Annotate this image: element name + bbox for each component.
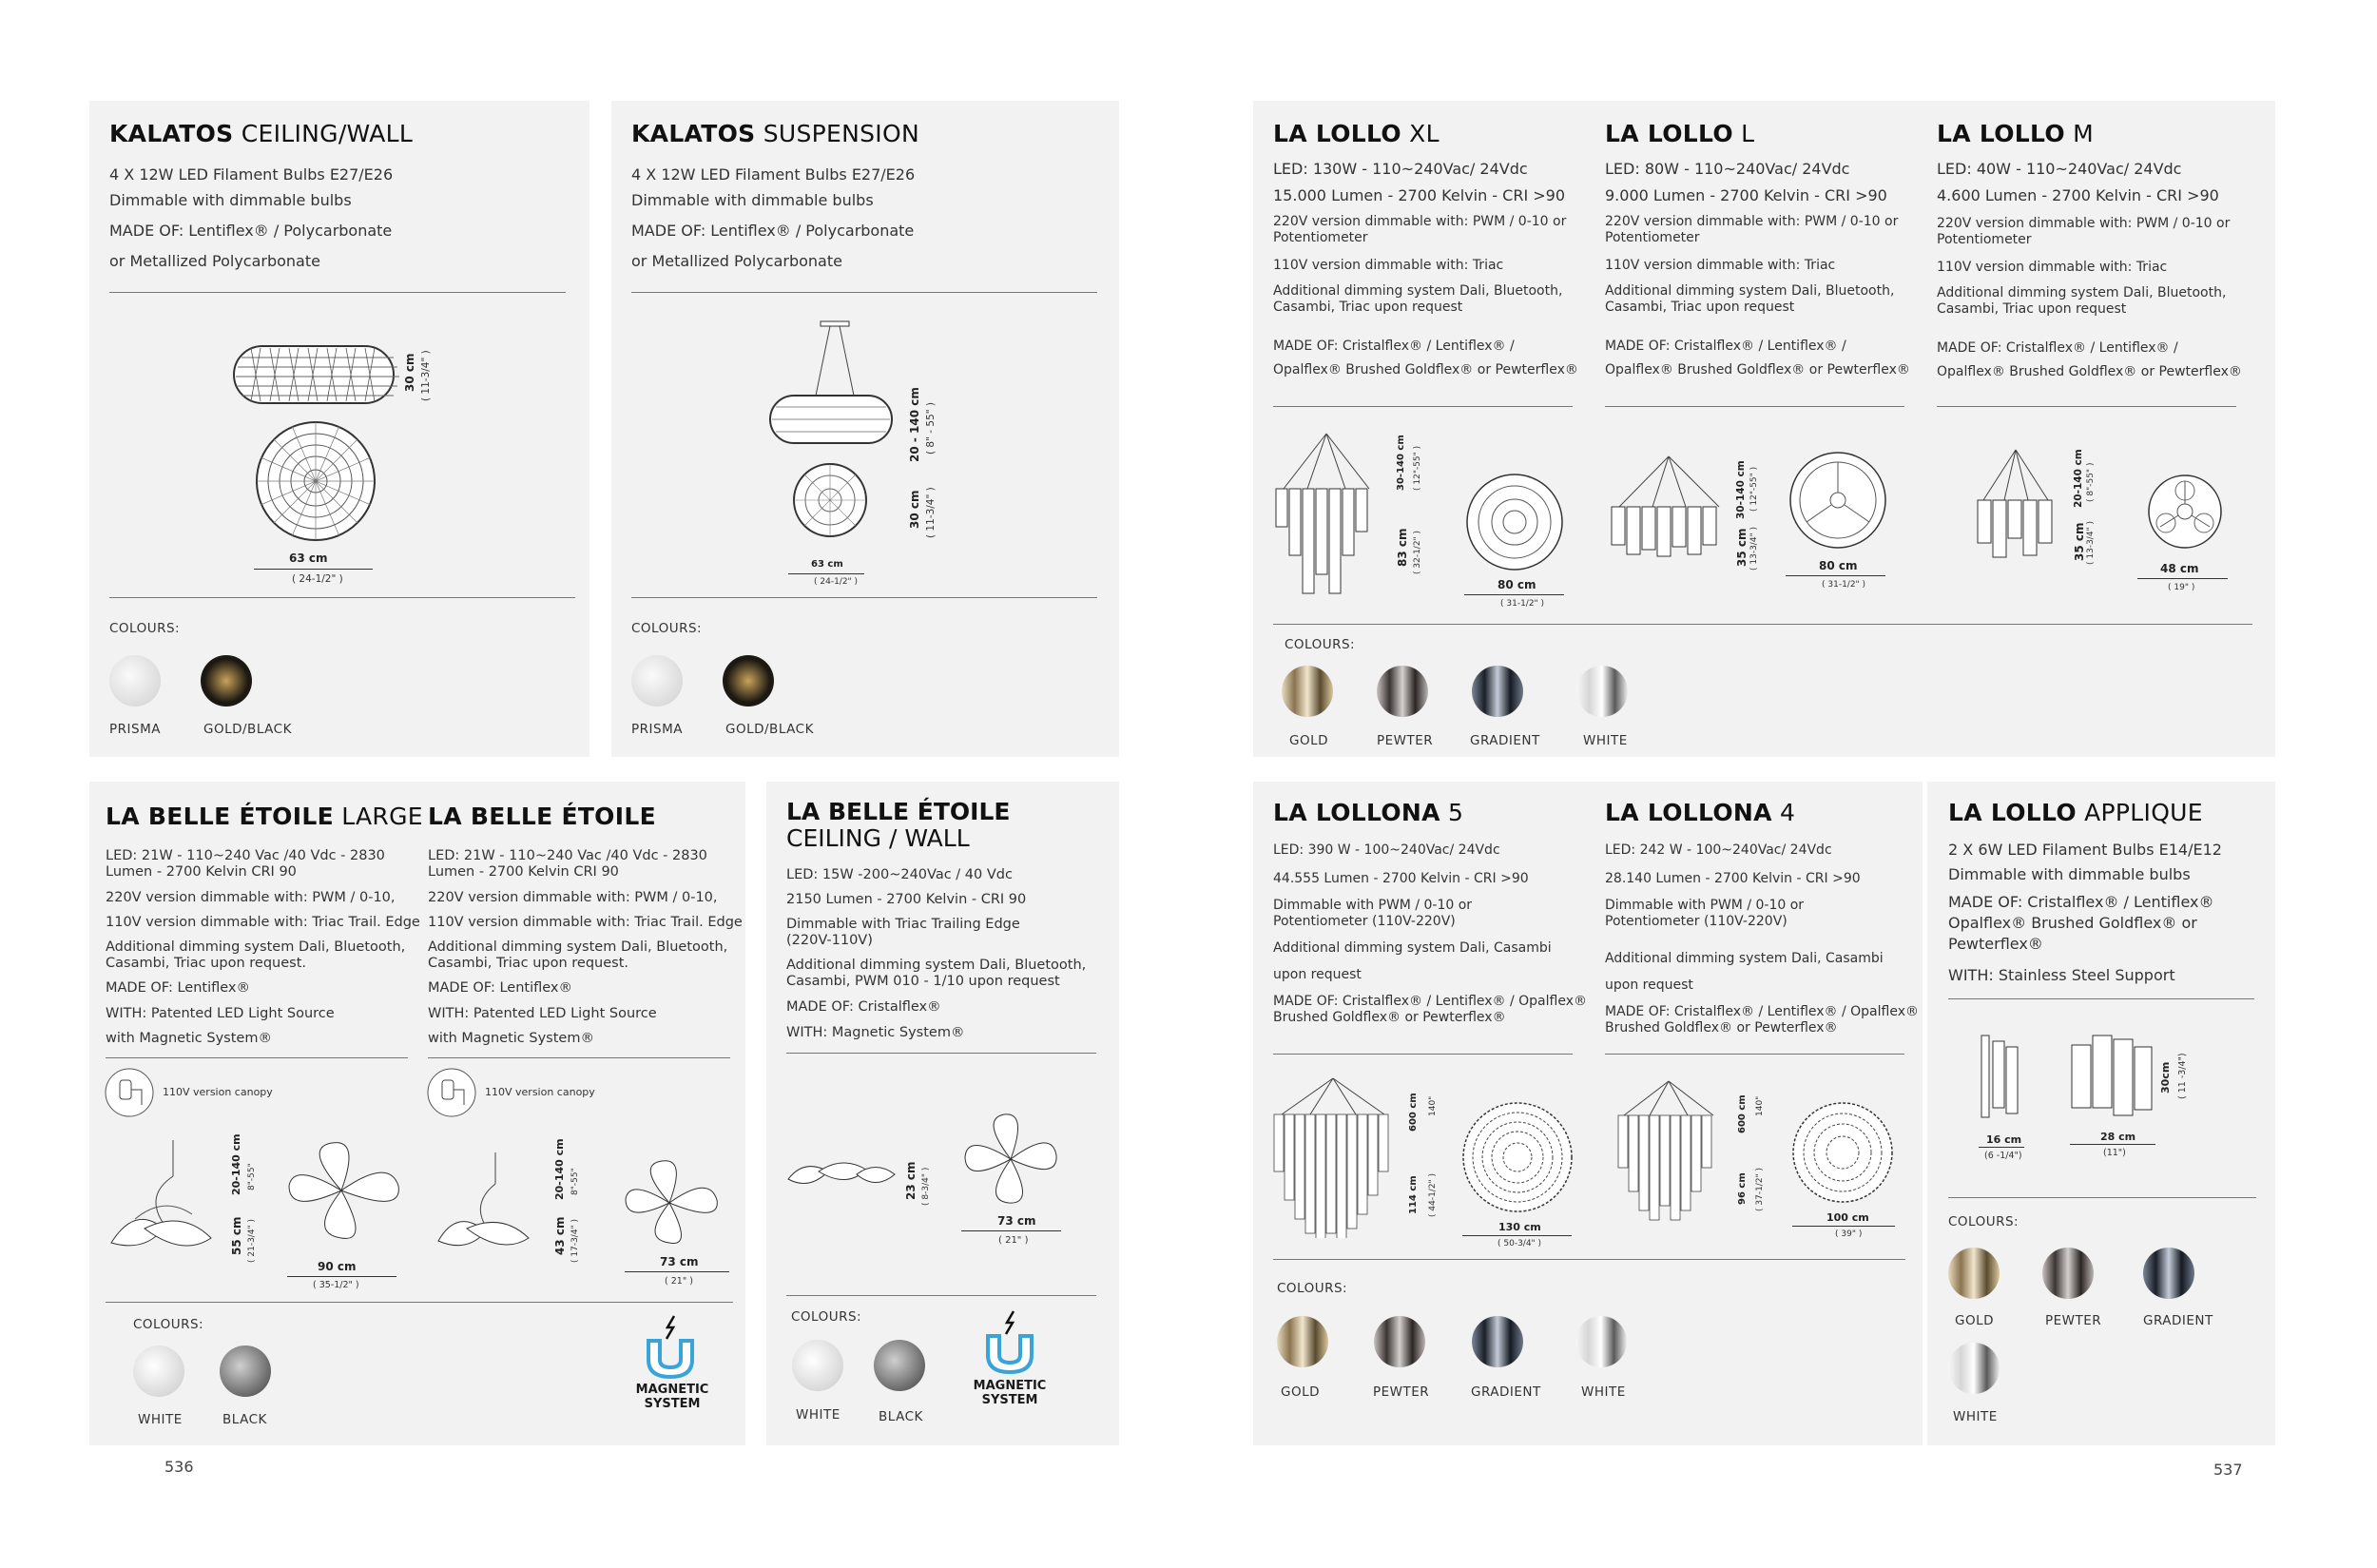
height-dim-in: ( 11 -3/4") [2177,1053,2188,1099]
spec-line: MADE OF: Lentiflex® [106,980,251,996]
colour-name: GRADIENT [2143,1313,2213,1328]
height-dim-in: ( 13-3/4" ) [2086,520,2096,565]
spec-line: Opalflex® Brushed Goldflex® or [1948,914,2197,932]
cable-dim: 20-140 cm [230,1133,242,1195]
spec-line: Potentiometer [1273,230,1368,245]
depth-dim: 16 cm [1986,1133,2022,1146]
width-dim: 130 cm [1498,1221,1541,1233]
spec-line: 220V version dimmable with: PWM / 0-10 or [1273,214,1567,229]
spec-line: Potentiometer (110V-220V) [1605,914,1788,929]
colours-label: COLOURS: [133,1317,204,1332]
colour-swatch-white [1575,1316,1627,1367]
spec-line: MADE OF: Cristalflex® / Lentiflex® / [1273,339,1515,354]
spec-line: MADE OF: Lentiflex® / Polycarbonate [109,222,393,240]
lollona-4-side-drawing [1616,1079,1721,1222]
la-lollo-card [1253,101,2275,757]
colour-swatch-prisma [109,655,161,707]
lollona-5-side-drawing [1272,1076,1394,1238]
width-dim: 73 cm [997,1214,1036,1228]
spec-line: Dimmable with dimmable bulbs [1948,865,2191,883]
spec-line: Dimmable with Triac Trailing Edge [786,917,1020,932]
colours-label: COLOURS: [1277,1281,1348,1296]
height-dim-in: ( 37-1/2" ) [1755,1167,1765,1211]
cable-dim-in: ( 8" - 55" ) [925,401,937,455]
cable-dim-in: ( 8"-55" ) [2086,462,2096,502]
cable-dim-in: 140" [1755,1095,1765,1116]
spec-line: Opalflex® Brushed Goldflex® or Pewterflex® [1937,364,2242,379]
magnetic-system-label: MAGNETIC SYSTEM [973,1379,1047,1407]
cable-dim: 30-140 cm [1396,435,1406,491]
colour-name: PRISMA [109,722,161,737]
colour-name: GOLD [1955,1313,1995,1328]
width-dim: 63 cm [811,559,843,570]
spec-line: 110V version dimmable with: Triac [1937,260,2168,275]
magnetic-system-icon [982,1309,1037,1376]
height-dim: 43 cm [553,1216,567,1255]
height-dim-in: ( 32-1/2" ) [1413,530,1422,574]
spec-line: 2150 Lumen - 2700 Kelvin - CRI 90 [786,892,1027,907]
cable-dim-in: 8"-55" [247,1163,257,1191]
spec-line: Casambi, Triac upon request [1937,301,2127,317]
height-dim-in: ( 8-3/4" ) [921,1167,931,1206]
spec-line: MADE OF: Cristalflex® / Lentiflex® / [1605,339,1846,354]
width-dim-in: ( 31-1/2" ) [1500,599,1545,609]
belle-std-top-drawing [622,1157,722,1248]
lollona-4-top-drawing [1790,1100,1895,1205]
colour-swatch-pewter [2042,1248,2094,1299]
height-dim-in: ( 44-1/2" ) [1428,1172,1438,1217]
lollona-5-top-drawing [1460,1100,1575,1214]
height-dim: 35 cm [1735,528,1749,567]
colours-label: COLOURS: [1948,1214,2019,1229]
spec-line: WITH: Patented LED Light Source [106,1006,335,1021]
width-dim: 80 cm [1498,578,1536,591]
colours-label: COLOURS: [791,1309,862,1325]
spec-line: Brushed Goldflex® or Pewterflex® [1273,1010,1506,1025]
height-dim: 30 cm [403,353,416,392]
spec-line: upon request [1273,967,1362,982]
spec-line: Potentiometer [1937,232,2032,247]
spec-line: (220V-110V) [786,933,873,948]
spec-line: with Magnetic System® [428,1031,594,1046]
height-dim: 23 cm [904,1161,918,1200]
cable-dim-in: ( 12"-55" ) [1413,445,1422,491]
spec-line: 220V version dimmable with: PWM / 0-10, [106,890,396,905]
la-lollona-card [1253,782,1923,1445]
spec-line: Dimmable with PWM / 0-10 or [1605,898,1805,913]
spec-line: Dimmable with dimmable bulbs [631,191,874,209]
cable-dim: 20 - 140 cm [908,387,921,462]
spec-line: MADE OF: Cristalflex® / Lentiflex® / Opalflex® [1273,994,1587,1009]
spec-line: WITH: Stainless Steel Support [1948,966,2175,984]
height-dim-in: ( 17-3/4" ) [570,1218,580,1263]
spec-line: MADE OF: Cristalflex® / Lentiflex® / [1937,340,2178,356]
page-number-left: 536 [164,1458,194,1476]
spec-line: 110V version dimmable with: Triac [1273,258,1504,273]
spec-line: LED: 15W -200~240Vac / 40 Vdc [786,867,1013,882]
lollo-m-top-drawing [2145,472,2226,552]
width-dim-in: ( 19" ) [2168,583,2195,592]
spec-line: LED: 40W - 110~240Vac/ 24Vdc [1937,160,2182,178]
spec-line: 15.000 Lumen - 2700 Kelvin - CRI >90 [1273,186,1566,204]
colours-label: COLOURS: [109,621,181,636]
spec-line: or Metallized Polycarbonate [631,252,842,270]
colour-swatch-black [874,1340,925,1391]
width-dim: 100 cm [1826,1211,1869,1224]
spec-line: Casambi, PWM 010 - 1/10 upon request [786,974,1060,989]
product-title: LA BELLE ÉTOILE CEILING / WALL [786,798,1011,852]
spec-line: Potentiometer [1605,230,1700,245]
spec-line: LED: 130W - 110~240Vac/ 24Vdc [1273,160,1528,178]
spec-line: 2 X 6W LED Filament Bulbs E14/E12 [1948,841,2222,859]
belle-std-side-drawing [434,1151,538,1260]
colour-name: PEWTER [2045,1313,2102,1328]
colour-name: WHITE [1583,733,1628,748]
spec-line: 4.600 Lumen - 2700 Kelvin - CRI >90 [1937,186,2219,204]
product-title: LA LOLLO XL [1273,120,1440,147]
colour-swatch-gold [1277,1316,1328,1367]
spec-line: 4 X 12W LED Filament Bulbs E27/E26 [109,165,394,184]
height-dim: 83 cm [1396,528,1409,567]
page-number-right: 537 [2213,1461,2243,1479]
cable-dim-in: ( 12"-55" ) [1749,466,1759,512]
product-title: LA LOLLONA 4 [1605,799,1796,826]
product-title: LA BELLE ÉTOILE LARGE [106,803,423,830]
colour-swatch-gold [1282,666,1333,717]
colour-swatch-white [1576,666,1628,717]
spec-line: 28.140 Lumen - 2700 Kelvin - CRI >90 [1605,871,1861,886]
product-title: LA LOLLO APPLIQUE [1948,799,2203,826]
colour-swatch-gold-black [201,655,252,707]
spec-line: Additional dimming system Dali, Bluetooth, [786,958,1087,973]
belle-large-top-drawing [284,1138,403,1243]
height-dim-in: ( 13-3/4" ) [1749,526,1759,571]
spec-line: Casambi, Triac upon request. [106,956,307,971]
width-dim: 90 cm [318,1260,357,1273]
spec-line: 110V version dimmable with: Triac [1605,258,1836,273]
spec-line: Dimmable with dimmable bulbs [109,191,352,209]
spec-line: 4 X 12W LED Filament Bulbs E27/E26 [631,165,916,184]
width-dim: 48 cm [2160,562,2199,575]
colour-name: BLACK [222,1412,267,1427]
spec-line: WITH: Magnetic System® [786,1025,965,1040]
width-dim-in: ( 24-1/2" ) [814,577,859,587]
colour-name: PEWTER [1377,733,1434,748]
kalatos-ceiling-wall-card [89,101,589,757]
spec-line: Additional dimming system Dali, Bluetooth, [106,939,406,955]
spec-line: Opalflex® Brushed Goldflex® or Pewterflex® [1605,362,1910,377]
cable-dim: 30-140 cm [1735,460,1747,519]
spec-line: Lumen - 2700 Kelvin CRI 90 [428,864,619,880]
lollo-m-side-drawing [1976,448,2057,562]
width-dim: 63 cm [289,552,328,565]
spec-line: MADE OF: Cristalflex® / Lentiflex® [1948,893,2214,911]
colour-name: GRADIENT [1471,1384,1541,1400]
la-lollo-applique-card [1927,782,2275,1445]
colour-swatch-gradient [2143,1248,2194,1299]
spec-line: Additional dimming system Dali, Bluetooth, [1273,283,1563,299]
spec-line: Potentiometer (110V-220V) [1273,914,1456,929]
colour-swatch-gold [1948,1248,2000,1299]
colour-swatch-gold-black [723,655,774,707]
cable-dim: 600 cm [1408,1093,1419,1132]
spec-line: MADE OF: Lentiflex® / Polycarbonate [631,222,915,240]
width-dim: 73 cm [660,1255,699,1268]
spec-line: 110V version dimmable with: Triac Trail. Edge [106,915,420,930]
kalatos-suspension-card [611,101,1119,757]
spec-line: MADE OF: Cristalflex® / Lentiflex® / Opalflex® [1605,1004,1919,1019]
colour-swatch-pewter [1377,666,1428,717]
belle-cw-side-drawing [785,1151,899,1193]
lollo-xl-side-drawing [1274,432,1379,598]
spec-line: Lumen - 2700 Kelvin CRI 90 [106,864,297,880]
kalatos-side-drawing [232,339,403,415]
colour-name: GOLD [1281,1384,1321,1400]
spec-line: upon request [1605,978,1693,993]
colour-swatch-white [133,1345,184,1397]
spec-line: with Magnetic System® [106,1031,272,1046]
colours-label: COLOURS: [631,621,703,636]
spec-line: or Metallized Polycarbonate [109,252,320,270]
spec-line: WITH: Patented LED Light Source [428,1006,657,1021]
spec-line: LED: 21W - 110~240 Vac /40 Vdc - 2830 [106,848,385,863]
spec-line: Opalflex® Brushed Goldflex® or Pewterflex® [1273,362,1578,377]
width-dim-in: ( 21" ) [998,1235,1029,1246]
depth-dim-in: (6 -1/4") [1984,1151,2022,1161]
colour-name: GOLD/BLACK [203,722,292,737]
belle-cw-top-drawing [961,1110,1061,1210]
cable-dim-in: 140" [1428,1095,1438,1116]
product-title: KALATOS CEILING/WALL [109,120,414,147]
colour-name: WHITE [138,1412,183,1427]
colour-name: WHITE [1953,1409,1998,1424]
width-dim-in: ( 21" ) [665,1276,693,1287]
colour-swatch-black [220,1345,271,1397]
magnetic-system-icon [643,1314,698,1381]
spec-line: LED: 21W - 110~240 Vac /40 Vdc - 2830 [428,848,707,863]
spec-line: MADE OF: Cristalflex® [786,999,941,1015]
colour-swatch-pewter [1374,1316,1425,1367]
spec-line: 220V version dimmable with: PWM / 0-10 or [1605,214,1899,229]
spec-line: 9.000 Lumen - 2700 Kelvin - CRI >90 [1605,186,1887,204]
height-dim: 55 cm [230,1216,243,1255]
spec-line: Additional dimming system Dali, Casambi [1605,951,1884,966]
width-dim: 80 cm [1819,559,1858,572]
applique-side-drawing [1980,1034,2022,1119]
spec-line: Additional dimming system Dali, Bluetooth, [1937,285,2227,300]
height-dim: 30 cm [908,490,921,529]
colour-swatch-white [1948,1343,2000,1394]
spec-line: Brushed Goldflex® or Pewterflex® [1605,1020,1838,1036]
width-dim-in: (11") [2103,1148,2126,1158]
spec-line: Casambi, Triac upon request [1605,300,1795,315]
lollo-xl-top-drawing [1462,470,1567,574]
canopy-icon [426,1067,477,1118]
cable-dim: 20-140 cm [553,1138,566,1200]
cable-dim: 600 cm [1737,1094,1748,1133]
applique-front-drawing [2070,1034,2155,1119]
width-dim-in: ( 39" ) [1835,1229,1863,1239]
kalatos-suspension-drawing [768,319,901,538]
spec-line: Additional dimming system Dali, Casambi [1273,940,1552,956]
cable-dim-in: 8"-55" [570,1168,580,1195]
colour-swatch-gradient [1472,1316,1523,1367]
height-dim: 30cm [2159,1061,2172,1094]
product-title: LA LOLLO M [1937,120,2095,147]
height-dim: 114 cm [1408,1175,1419,1214]
cable-dim: 20-140 cm [2073,449,2084,508]
spec-line: Additional dimming system Dali, Bluetooth, [428,939,728,955]
spec-line: 220V version dimmable with: PWM / 0-10, [428,890,718,905]
height-dim-in: ( 21-3/4" ) [247,1218,257,1263]
colour-name: WHITE [1581,1384,1626,1400]
product-title: LA LOLLONA 5 [1273,799,1464,826]
lollo-l-top-drawing [1786,448,1890,552]
width-dim: 28 cm [2100,1131,2136,1143]
kalatos-top-drawing [254,419,377,543]
spec-line: 220V version dimmable with: PWM / 0-10 or [1937,216,2231,231]
magnetic-system-label: MAGNETIC SYSTEM [635,1383,709,1411]
spec-line: Pewterflex® [1948,935,2043,953]
colour-name: PRISMA [631,722,683,737]
height-dim-in: ( 11-3/4" ) [925,487,937,538]
product-title: KALATOS SUSPENSION [631,120,919,147]
spec-line: 110V version dimmable with: Triac Trail. Edge [428,915,743,930]
spec-line: LED: 390 W - 100~240Vac/ 24Vdc [1273,842,1500,858]
spec-line: Casambi, Triac upon request [1273,300,1463,315]
la-belle-etoile-card [89,782,745,1445]
height-dim: 35 cm [2073,522,2086,561]
belle-large-side-drawing [106,1138,221,1262]
height-dim: 96 cm [1737,1172,1748,1205]
width-dim-in: ( 24-1/2" ) [292,573,343,585]
spec-line: MADE OF: Lentiflex® [428,980,573,996]
colours-label: COLOURS: [1285,637,1356,652]
spec-line: Dimmable with PWM / 0-10 or [1273,898,1473,913]
lollo-l-side-drawing [1610,455,1729,559]
la-belle-etoile-ceiling-wall-card [766,782,1119,1445]
colour-name: GOLD [1289,733,1329,748]
colour-name: PEWTER [1373,1384,1430,1400]
width-dim-in: ( 50-3/4" ) [1498,1239,1542,1249]
height-dim-in: ( 11-3/4" ) [420,350,432,401]
width-dim-in: ( 35-1/2" ) [313,1280,359,1290]
colour-name: GOLD/BLACK [725,722,814,737]
spec-line: Additional dimming system Dali, Bluetooth, [1605,283,1895,299]
product-title: LA LOLLO L [1605,120,1755,147]
colour-name: BLACK [879,1409,923,1424]
colour-swatch-prisma [631,655,683,707]
canopy-note: 110V version canopy [485,1086,595,1098]
canopy-note: 110V version canopy [163,1086,273,1098]
product-title: LA BELLE ÉTOILE [428,803,656,830]
colour-name: GRADIENT [1470,733,1540,748]
spec-line: LED: 80W - 110~240Vac/ 24Vdc [1605,160,1850,178]
canopy-icon [104,1067,155,1118]
spec-line: 44.555 Lumen - 2700 Kelvin - CRI >90 [1273,871,1529,886]
colour-swatch-gradient [1472,666,1523,717]
colour-name: WHITE [796,1407,841,1423]
spec-line: Casambi, Triac upon request. [428,956,629,971]
spec-line: LED: 242 W - 100~240Vac/ 24Vdc [1605,842,1832,858]
colour-swatch-white [792,1340,843,1391]
width-dim-in: ( 31-1/2" ) [1822,580,1866,590]
